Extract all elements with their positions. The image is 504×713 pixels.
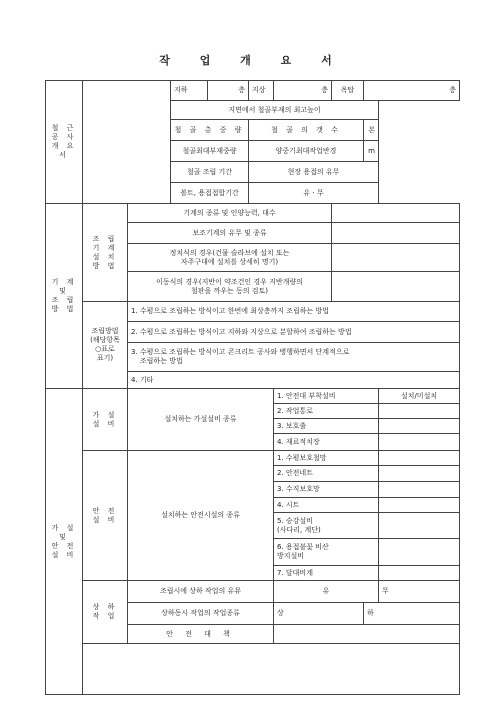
ground-unit: 층 bbox=[274, 81, 332, 101]
safety-measure-content bbox=[83, 644, 460, 695]
page-title: 작 업 개 요 서 bbox=[159, 54, 345, 67]
fixed-type-text: 정치식의 경우(건물 슬라브에 설치 또는 자주구대에 설치를 상세히 명기) bbox=[169, 248, 290, 266]
temp-facility-text: 가 설 설 비 bbox=[92, 410, 118, 428]
section-label: 가 설 및 안 전 설 비 bbox=[51, 523, 77, 559]
method-item-3 bbox=[128, 343, 460, 372]
empty-cell bbox=[332, 223, 460, 244]
temp-item-3: 3. 보호출 bbox=[274, 419, 379, 434]
empty-cell bbox=[379, 539, 460, 566]
empty-cell bbox=[379, 451, 460, 466]
mobile-type-label bbox=[128, 272, 332, 302]
bolt-welding-label: 볼트, 용접접합기간 bbox=[171, 183, 249, 204]
basement-unit: 층 bbox=[208, 81, 249, 101]
empty-cell bbox=[332, 204, 460, 223]
radius-unit: m bbox=[364, 141, 379, 162]
safety-item-4: 4. 시트 bbox=[274, 498, 379, 513]
work-summary-form bbox=[45, 80, 460, 695]
method-item-3-text: 3. 수평으로 조립하는 방식이고 콘크리트 공사와 병행하면서 단계적으로 조립하는 방법 bbox=[131, 348, 350, 365]
safety-facility-desc: 설치하는 안전시설의 종류 bbox=[128, 451, 274, 581]
assembly-method-label bbox=[83, 302, 128, 389]
max-member-weight-label: 철골최대부재중량 bbox=[171, 141, 249, 162]
total-weight-label: 철 골 총 중 량 bbox=[171, 120, 249, 141]
temp-status: 설치/미설치 bbox=[379, 389, 460, 404]
machine-type-label: 기계의 종류 및 인양능력, 대수 bbox=[128, 204, 332, 223]
empty-cell bbox=[379, 466, 460, 482]
aux-machine-label: 보조기계의 유무 및 종류 bbox=[128, 223, 332, 244]
updown-work-text: 상 하 작 업 bbox=[92, 603, 118, 620]
empty-cell bbox=[379, 419, 460, 434]
section-label: 철 근 공 사 개 요 서 bbox=[51, 124, 77, 159]
crane-radius-label: 양중기최대작업반경 bbox=[249, 141, 364, 162]
temp-facility-label bbox=[83, 389, 128, 451]
section-label: 기 계 및 조 립 방 법 bbox=[51, 278, 77, 313]
pillar-unit: 본 bbox=[364, 120, 379, 141]
safety-item-6-text: 6. 용접불꽃 비산 방지설비 bbox=[277, 543, 329, 560]
yes-no-value: 유 · 무 bbox=[249, 183, 379, 204]
updown-down: 하 bbox=[364, 603, 460, 625]
empty-cell bbox=[379, 434, 460, 451]
safety-facility-label bbox=[83, 451, 128, 581]
updown-no: 무 bbox=[379, 581, 460, 603]
safety-measure-label: 안 전 대 책 bbox=[128, 625, 274, 644]
safety-item-7: 7. 달대비계 bbox=[274, 566, 379, 581]
empty-cell bbox=[379, 498, 460, 513]
empty-cell bbox=[83, 81, 171, 204]
method-item-4: 4. 기타 bbox=[128, 372, 460, 389]
safety-item-2: 2. 안전네트 bbox=[274, 466, 379, 482]
safety-item-1: 1. 수평보호철망 bbox=[274, 451, 379, 466]
empty-cell bbox=[332, 272, 460, 302]
safety-item-5-text: 5. 승강설비 (사다리, 계단) bbox=[277, 516, 321, 534]
safety-item-5 bbox=[274, 513, 379, 539]
mobile-type-text: 이동식의 경우(지반이 약조건인 경우 지반개량의 철판을 까우는 등의 검토) bbox=[156, 277, 303, 295]
section-steel-work-summary bbox=[46, 81, 83, 204]
penthouse-label: 옥탑 bbox=[332, 81, 364, 101]
site-welding-label: 현장 용접의 유무 bbox=[249, 162, 379, 183]
empty-cell bbox=[332, 244, 460, 272]
updown-yes: 유 bbox=[274, 581, 379, 603]
section-machine-assembly bbox=[46, 204, 83, 389]
method-item-1: 1. 수평으로 조립하는 방식이고 한번에 최상층까지 조립하는 방법 bbox=[128, 302, 460, 322]
empty-cell bbox=[379, 482, 460, 498]
max-height-label: 지면에서 철골부재의 최고높이 bbox=[171, 101, 379, 120]
safety-facility-text: 안 전 설 비 bbox=[92, 506, 118, 524]
assembly-method-text: 조립방법 (해당항목 ○표로 표기) bbox=[90, 327, 120, 362]
machine-method-text: 조 립 기 계 설 치 방 법 bbox=[92, 234, 118, 270]
pillar-count-label: 철 골 의 갯 수 bbox=[249, 120, 364, 141]
updown-up: 상 bbox=[274, 603, 364, 625]
empty-cell bbox=[379, 513, 460, 539]
ground-label: 지상 bbox=[249, 81, 274, 101]
assembly-period-label: 철골 조립 기간 bbox=[171, 162, 249, 183]
temp-item-4: 4. 재료적치장 bbox=[274, 434, 379, 451]
basement-label: 지하 bbox=[171, 81, 208, 101]
updown-exist-label: 조립시에 상하 작업의 유뮤 bbox=[128, 581, 274, 603]
method-item-2: 2. 수평으로 조립하는 방식이고 지하와 지상으로 분할하여 조립하는 방법 bbox=[128, 322, 460, 343]
temp-item-2: 2. 작업통로 bbox=[274, 404, 379, 419]
updown-work-label bbox=[83, 581, 128, 644]
safety-item-6 bbox=[274, 539, 379, 566]
penthouse-unit: 층 bbox=[364, 81, 460, 101]
fixed-type-label bbox=[128, 244, 332, 272]
section-temp-safety bbox=[46, 389, 83, 695]
safety-item-3: 3. 수직보호망 bbox=[274, 482, 379, 498]
empty-cell bbox=[379, 566, 460, 581]
empty-cell bbox=[274, 625, 460, 644]
temp-facility-desc: 설치하는 가설설비 종류 bbox=[128, 389, 274, 451]
empty-cell bbox=[379, 404, 460, 419]
temp-item-1: 1. 안전대 부착설비 bbox=[274, 389, 379, 404]
machine-method-label bbox=[83, 204, 128, 302]
updown-type-label: 상하동시 작업의 작업종류 bbox=[128, 603, 274, 625]
